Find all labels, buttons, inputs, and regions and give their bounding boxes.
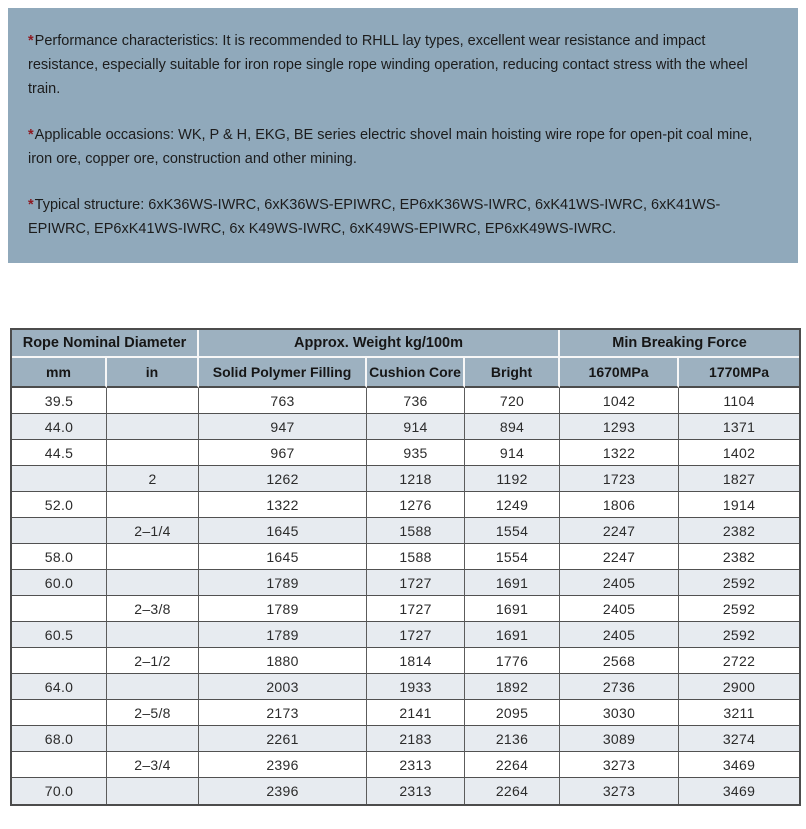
table-body <box>12 388 799 804</box>
table-row <box>12 778 799 804</box>
table-row <box>12 570 799 596</box>
cell: 1276 <box>367 492 465 518</box>
cell: 2396 <box>199 778 367 804</box>
cell <box>107 726 199 752</box>
cell: 70.0 <box>12 778 107 804</box>
cell: 1814 <box>367 648 465 674</box>
cell <box>12 596 107 622</box>
cell: 2592 <box>679 622 799 648</box>
header-col-1770mpa: 1770MPa <box>679 358 799 388</box>
info-paragraph: *Performance characteristics: It is recommended to RHLL lay types, excellent wear resistance and impact resistance, especially suitable for iron rope single rope winding operation, reducing contact stress with the wheel train. <box>28 33 748 97</box>
cell: 1691 <box>465 622 560 648</box>
footnote-star-icon: * <box>28 127 34 143</box>
cell: 3469 <box>679 752 799 778</box>
cell: 2568 <box>560 648 679 674</box>
cell: 3273 <box>560 752 679 778</box>
table-row <box>12 518 799 544</box>
info-paragraph: *Applicable occasions: WK, P & H, EKG, BE series electric shovel main hoisting wire rope for open-pit coal mine, iron ore, copper ore, construction and other mining. <box>28 127 753 167</box>
cell: 2592 <box>679 570 799 596</box>
cell <box>107 570 199 596</box>
cell: 1554 <box>465 518 560 544</box>
table-row <box>12 544 799 570</box>
cell: 3030 <box>560 700 679 726</box>
cell: 1933 <box>367 674 465 700</box>
cell: 2247 <box>560 544 679 570</box>
cell <box>12 518 107 544</box>
table-header-groups <box>12 330 799 358</box>
cell: 1322 <box>560 440 679 466</box>
cell: 914 <box>465 440 560 466</box>
cell <box>12 700 107 726</box>
cell: 2382 <box>679 544 799 570</box>
cell <box>107 778 199 804</box>
info-box <box>8 8 798 263</box>
cell: 1776 <box>465 648 560 674</box>
cell: 3274 <box>679 726 799 752</box>
cell <box>12 648 107 674</box>
cell: 1806 <box>560 492 679 518</box>
cell: 2382 <box>679 518 799 544</box>
cell: 2141 <box>367 700 465 726</box>
table-row <box>12 726 799 752</box>
cell <box>107 674 199 700</box>
cell: 1723 <box>560 466 679 492</box>
cell <box>107 388 199 414</box>
cell: 58.0 <box>12 544 107 570</box>
cell <box>12 466 107 492</box>
cell <box>107 440 199 466</box>
cell: 2264 <box>465 752 560 778</box>
cell: 1192 <box>465 466 560 492</box>
table-row <box>12 622 799 648</box>
cell: 763 <box>199 388 367 414</box>
cell: 1691 <box>465 570 560 596</box>
cell: 2264 <box>465 778 560 804</box>
table-row <box>12 492 799 518</box>
cell: 2–1/4 <box>107 518 199 544</box>
cell: 3089 <box>560 726 679 752</box>
cell: 1104 <box>679 388 799 414</box>
cell: 2095 <box>465 700 560 726</box>
table-row <box>12 414 799 440</box>
cell: 1042 <box>560 388 679 414</box>
cell: 1789 <box>199 596 367 622</box>
cell: 64.0 <box>12 674 107 700</box>
cell <box>107 414 199 440</box>
spec-table <box>10 328 801 806</box>
cell: 1371 <box>679 414 799 440</box>
cell <box>107 492 199 518</box>
table-row <box>12 752 799 778</box>
cell: 1880 <box>199 648 367 674</box>
cell: 736 <box>367 388 465 414</box>
table-row <box>12 648 799 674</box>
cell: 2313 <box>367 778 465 804</box>
table-row <box>12 596 799 622</box>
cell: 1645 <box>199 544 367 570</box>
cell: 1293 <box>560 414 679 440</box>
cell: 2396 <box>199 752 367 778</box>
table-header <box>12 330 799 388</box>
table-row <box>12 388 799 414</box>
cell: 1218 <box>367 466 465 492</box>
cell: 2–3/4 <box>107 752 199 778</box>
table-row <box>12 466 799 492</box>
cell: 3211 <box>679 700 799 726</box>
cell: 1914 <box>679 492 799 518</box>
cell: 60.0 <box>12 570 107 596</box>
cell: 2–3/8 <box>107 596 199 622</box>
header-col-mm: mm <box>12 358 107 388</box>
cell: 2–5/8 <box>107 700 199 726</box>
cell: 2900 <box>679 674 799 700</box>
cell <box>107 622 199 648</box>
cell: 1262 <box>199 466 367 492</box>
cell: 2405 <box>560 570 679 596</box>
cell: 1588 <box>367 518 465 544</box>
cell: 2173 <box>199 700 367 726</box>
cell: 1789 <box>199 622 367 648</box>
cell: 39.5 <box>12 388 107 414</box>
header-group-weight: Approx. Weight kg/100m <box>199 330 560 358</box>
cell: 1727 <box>367 570 465 596</box>
cell: 2722 <box>679 648 799 674</box>
cell: 1645 <box>199 518 367 544</box>
footnote-star-icon: * <box>28 33 34 49</box>
cell: 1249 <box>465 492 560 518</box>
info-paragraph: *Typical structure: 6xK36WS-IWRC, 6xK36WS-EPIWRC, EP6xK36WS-IWRC, 6xK41WS-IWRC, 6xK41WS- EPIWRC, EP6xK41WS-IWRC, 6x K49WS-IWRC, 6xK49WS-EPIWRC, EP6xK49WS-IWRC. <box>28 197 721 237</box>
cell: 2736 <box>560 674 679 700</box>
cell: 720 <box>465 388 560 414</box>
table-row <box>12 674 799 700</box>
cell <box>107 544 199 570</box>
cell: 1789 <box>199 570 367 596</box>
header-col-solid-polymer-filling: Solid Polymer Filling <box>199 358 367 388</box>
cell: 1727 <box>367 596 465 622</box>
cell: 2247 <box>560 518 679 544</box>
cell: 894 <box>465 414 560 440</box>
cell: 44.5 <box>12 440 107 466</box>
cell: 967 <box>199 440 367 466</box>
cell: 3273 <box>560 778 679 804</box>
cell: 52.0 <box>12 492 107 518</box>
cell: 1691 <box>465 596 560 622</box>
cell: 2 <box>107 466 199 492</box>
cell: 935 <box>367 440 465 466</box>
cell: 68.0 <box>12 726 107 752</box>
table-header-columns <box>12 358 799 388</box>
cell: 1588 <box>367 544 465 570</box>
header-group-diameter: Rope Nominal Diameter <box>12 330 199 358</box>
header-group-breaking-force: Min Breaking Force <box>560 330 799 358</box>
header-col-cushion-core: Cushion Core <box>367 358 465 388</box>
cell: 2–1/2 <box>107 648 199 674</box>
header-col-bright: Bright <box>465 358 560 388</box>
header-col-1670mpa: 1670MPa <box>560 358 679 388</box>
cell: 1554 <box>465 544 560 570</box>
cell: 1727 <box>367 622 465 648</box>
cell: 1827 <box>679 466 799 492</box>
cell: 2405 <box>560 622 679 648</box>
cell: 1892 <box>465 674 560 700</box>
cell: 1322 <box>199 492 367 518</box>
cell: 947 <box>199 414 367 440</box>
cell: 60.5 <box>12 622 107 648</box>
cell: 2136 <box>465 726 560 752</box>
header-col-in: in <box>107 358 199 388</box>
cell: 1402 <box>679 440 799 466</box>
cell: 914 <box>367 414 465 440</box>
cell: 2313 <box>367 752 465 778</box>
cell: 3469 <box>679 778 799 804</box>
cell: 2003 <box>199 674 367 700</box>
cell: 2592 <box>679 596 799 622</box>
cell: 2183 <box>367 726 465 752</box>
table-row <box>12 440 799 466</box>
cell: 2261 <box>199 726 367 752</box>
cell: 2405 <box>560 596 679 622</box>
footnote-star-icon: * <box>28 197 34 213</box>
cell <box>12 752 107 778</box>
cell: 44.0 <box>12 414 107 440</box>
table-row <box>12 700 799 726</box>
